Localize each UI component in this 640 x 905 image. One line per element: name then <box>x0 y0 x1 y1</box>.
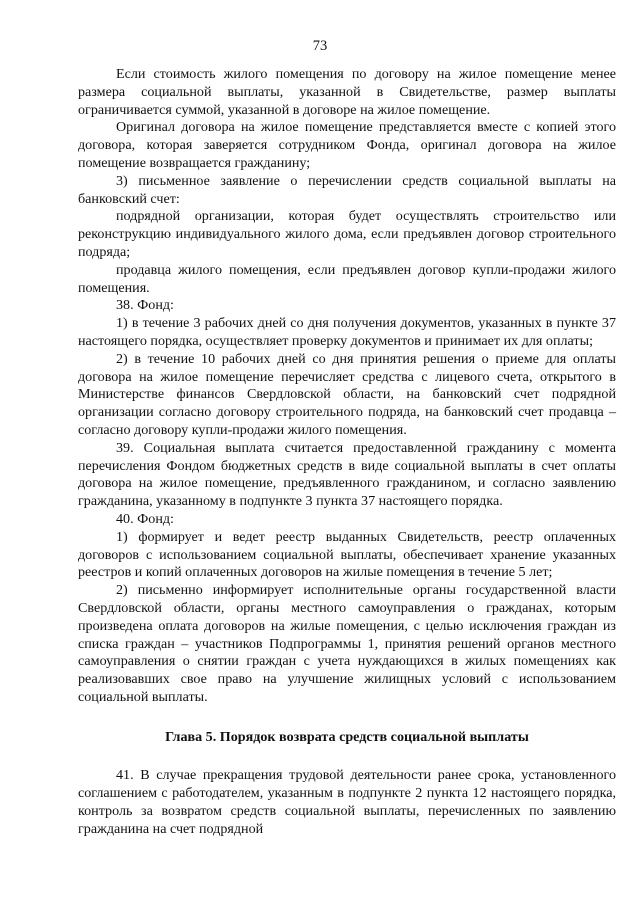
paragraph: 39. Социальная выплата считается предоставленной гражданину с момента перечисления Фондом бюджетных средств в виде социальной выплаты в счет оплаты договора на жилое помещение, предъявленного гражданином, и согласно заявлению гражданина, указанному в подпункте 3 пункта 37 настоящего порядка. <box>78 439 616 510</box>
paragraph: 3) письменное заявление о перечислении средств социальной выплаты на банковский счет: <box>78 172 616 207</box>
chapter-heading: Глава 5. Порядок возврата средств социальной выплаты <box>165 728 529 745</box>
paragraph: подрядной организации, которая будет осуществлять строительство или реконструкцию индивидуального жилого дома, если предъявлен договор строительного подряда; <box>78 208 616 260</box>
paragraph: 1) формирует и ведет реестр выданных Свидетельств, реестр оплаченных договоров с использованием социальной выплаты, обеспечивает хранение указанных реестров и копий оплаченных договоров на жилые помещения в течение 5 лет; <box>78 528 616 581</box>
paragraph: 38. Фонд: <box>116 297 174 314</box>
paragraph: 40. Фонд: <box>116 510 174 527</box>
paragraph: 2) в течение 10 рабочих дней со дня принятия решения о приеме для оплаты договора на жилое помещение перечисляет средства с лицевого счета, открытого в Министерстве финансов Свердловской области, на банковский счет подрядной организации согласно договору строительного подряда, на банковский счет продавца – согласно договору купли-продажи жилого помещения. <box>78 350 616 438</box>
paragraph: Оригинал договора на жилое помещение представляется вместе с копией этого договора, которая заверяется сотрудником Фонда, оригинал договора на жилое помещение возвращается гражданину; <box>78 119 616 171</box>
paragraph: продавца жилого помещения, если предъявлен договор купли-продажи жилого помещения. <box>78 261 616 296</box>
paragraph: 2) письменно информирует исполнительные органы государственной власти Свердловской области, органы местного самоуправления о гражданах, которым произведена оплата договоров на жилые помещения, с целью исключения граждан из списка граждан – участников Подпрограммы 1, принятия решений органов местного самоуправления о снятии граждан с учета нуждающихся в жилых помещениях как реализовавших свое право на улучшение жилищных условий с использованием социальной выплаты. <box>78 582 616 705</box>
paragraph: Если стоимость жилого помещения по договору на жилое помещение менее размера социальной выплаты, указанной в Свидетельстве, размер выплаты ограничивается суммой, указанной в договоре на жилое помещение. <box>78 66 616 118</box>
document-body <box>78 66 616 839</box>
final-paragraph: 41. В случае прекращения трудовой деятельности ранее срока, установленного соглашением с работодателем, указанным в подпункте 2 пункта 12 настоящего порядка, контроль за возвратом средств социальной выплаты, перечисленных по заявлению гражданина на счет подрядной <box>78 767 616 837</box>
paragraph: 1) в течение 3 рабочих дней со дня получения документов, указанных в пункте 37 настоящего порядка, осуществляет проверку документов и принимает их для оплаты; <box>78 315 616 349</box>
page-number: 73 <box>312 38 328 54</box>
